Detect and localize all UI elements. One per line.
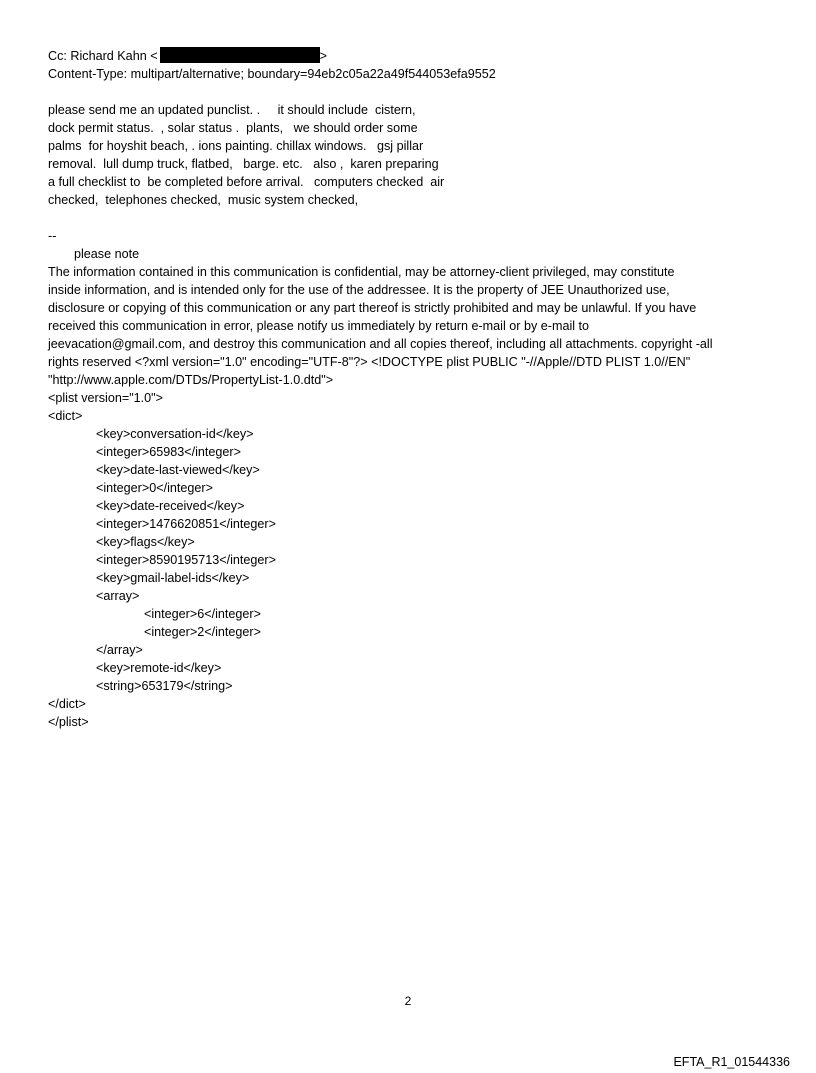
disclaimer-line: The information contained in this communication is confidential, may be attorney-client privileged, may constitute	[48, 265, 675, 279]
plist-entry: <integer>0</integer>	[96, 481, 213, 495]
plist-entry: <key>conversation-id</key>	[96, 427, 254, 441]
plist-entry: </array>	[96, 643, 143, 657]
body-line: checked, telephones checked, music system checked,	[48, 193, 359, 207]
body-line: dock permit status. , solar status . plants, we should order some	[48, 121, 418, 135]
body-line: removal. lull dump truck, flatbed, barge. etc. also , karen preparing	[48, 157, 439, 171]
plist-array-item: <integer>2</integer>	[144, 625, 261, 639]
bates-number: EFTA_R1_01544336	[673, 1055, 790, 1069]
plist-entry: <array>	[96, 589, 140, 603]
signature-separator: --	[48, 229, 57, 243]
disclaimer-line: inside information, and is intended only for the use of the addressee. It is the property of JEE Unauthorized use,	[48, 283, 670, 297]
content-type-line: Content-Type: multipart/alternative; boundary=94eb2c05a22a49f544053efa9552	[48, 67, 496, 81]
plist-array-item: <integer>6</integer>	[144, 607, 261, 621]
note-heading: please note	[74, 247, 140, 261]
plist-entry: <key>date-received</key>	[96, 499, 245, 513]
cc-prefix: Cc: Richard Kahn <	[48, 49, 158, 63]
plist-entry: <integer>1476620851</integer>	[96, 517, 276, 531]
disclaimer-line: "http://www.apple.com/DTDs/PropertyList-1.0.dtd">	[48, 373, 334, 387]
disclaimer-line: received this communication in error, please notify us immediately by return e-mail or by e-mail to	[48, 319, 590, 333]
plist-entry: <key>date-last-viewed</key>	[96, 463, 260, 477]
plist-entry: <key>flags</key>	[96, 535, 195, 549]
plist-entry: <integer>8590195713</integer>	[96, 553, 276, 567]
cc-suffix: >	[319, 49, 327, 63]
body-line: a full checklist to be completed before arrival. computers checked air	[48, 175, 445, 189]
cc-line	[48, 47, 327, 65]
disclaimer-line: rights reserved <?xml version="1.0" encoding="UTF-8"?> <!DOCTYPE plist PUBLIC "-//Apple//DTD PLIST 1.0//EN"	[48, 355, 691, 369]
plist-close: </plist>	[48, 715, 89, 729]
page-number: 2	[404, 994, 412, 1008]
redaction-box	[160, 47, 320, 63]
disclaimer-line: jeevacation@gmail.com, and destroy this communication and all copies thereof, including all attachments. copyright -all	[48, 337, 713, 351]
disclaimer-line: disclosure or copying of this communication or any part thereof is strictly prohibited and may be unlawful. If you have	[48, 301, 697, 315]
body-line: palms for hoyshit beach, . ions painting. chillax windows. gsj pillar	[48, 139, 424, 153]
plist-entry: <key>gmail-label-ids</key>	[96, 571, 250, 585]
plist-open: <plist version="1.0">	[48, 391, 164, 405]
body-line: please send me an updated punclist. . it should include cistern,	[48, 103, 416, 117]
dict-open: <dict>	[48, 409, 83, 423]
dict-close: </dict>	[48, 697, 86, 711]
plist-entry: <key>remote-id</key>	[96, 661, 222, 675]
plist-entry: <string>653179</string>	[96, 679, 233, 693]
plist-entry: <integer>65983</integer>	[96, 445, 241, 459]
